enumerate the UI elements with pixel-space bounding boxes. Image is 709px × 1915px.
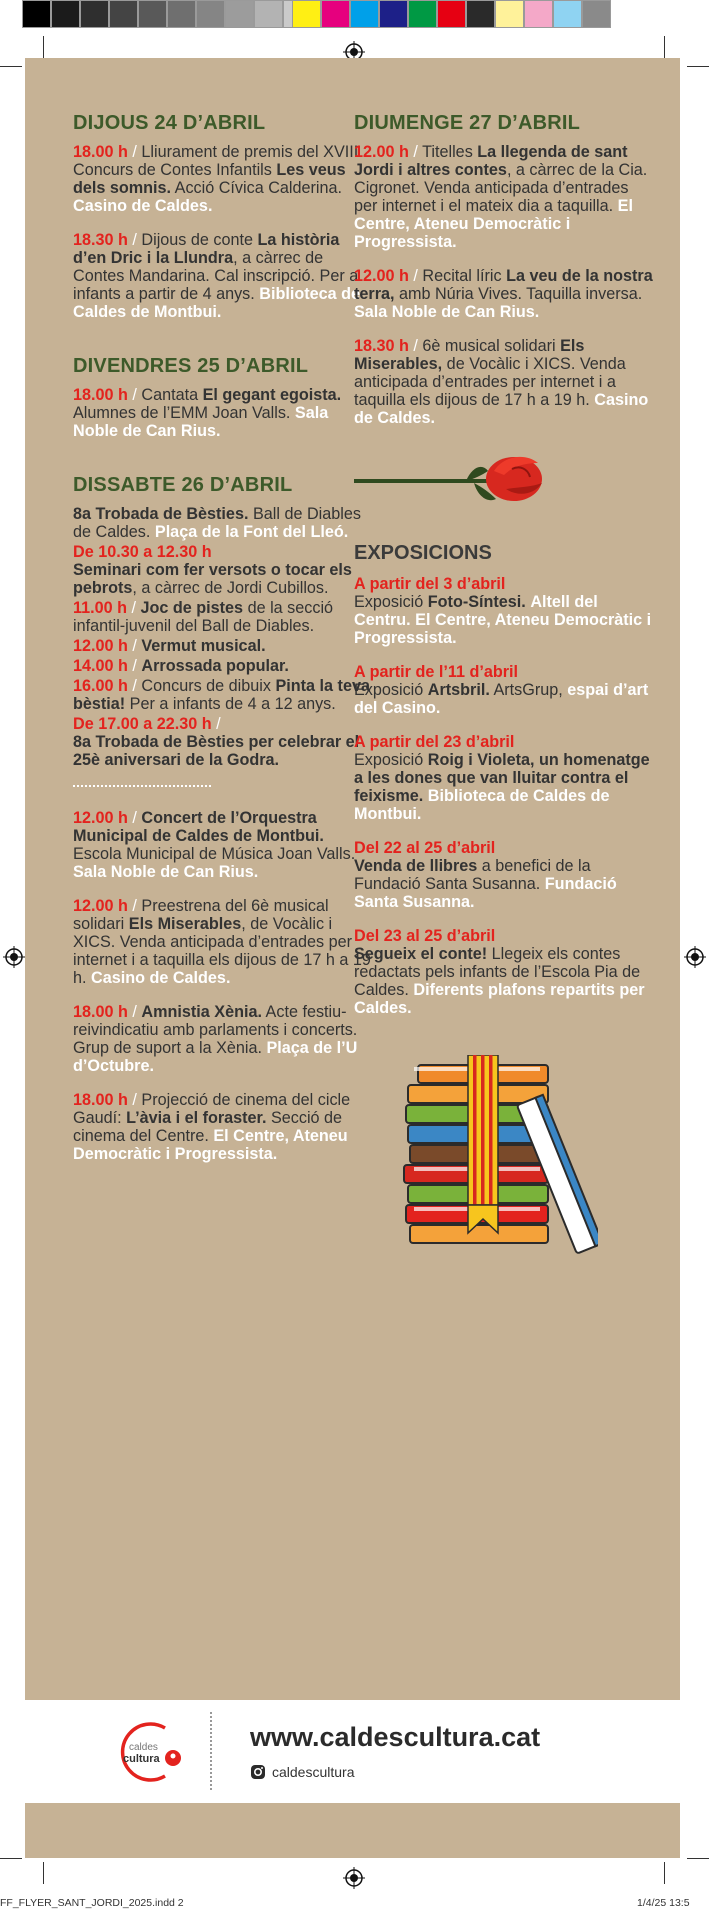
color-swatch xyxy=(196,0,225,28)
event-text: amb Núria Vives. Taquilla inversa. xyxy=(394,285,643,303)
event-title: Amnistia Xènia. xyxy=(141,1003,262,1021)
event-venue: El Centre, Ateneu Democràtic i Progressista. xyxy=(73,1127,348,1163)
slash-separator: / xyxy=(132,1003,137,1021)
event-item xyxy=(73,677,373,713)
color-swatch xyxy=(582,0,611,28)
exhibition-item xyxy=(354,663,654,717)
slash-separator: / xyxy=(132,386,137,404)
slash-separator: / xyxy=(413,143,418,161)
event-item xyxy=(73,809,373,881)
exhibition-item xyxy=(354,733,654,823)
event-item xyxy=(354,267,654,321)
event-item xyxy=(73,657,373,675)
event-text: Acte festiu-reivindicatiu amb parlaments i concerts. Grup de suport a la Xènia. xyxy=(73,1003,358,1057)
event-title: El gegant egoista. xyxy=(202,386,342,404)
saturday-block xyxy=(73,474,373,1163)
registration-mark-icon xyxy=(343,1867,365,1889)
color-swatch xyxy=(408,0,437,28)
footer xyxy=(25,1700,680,1803)
event-time: 12.00 h xyxy=(354,143,409,161)
event-text: Escola Municipal de Música Joan Valls. xyxy=(73,845,356,863)
caldes-cultura-logo xyxy=(107,1718,187,1786)
event-time: 12.00 h xyxy=(73,809,128,827)
event-title: Arrossada popular. xyxy=(141,657,289,675)
event-text: Preestrena del 6è musical solidari xyxy=(73,897,329,933)
crop-mark xyxy=(664,1862,665,1884)
color-swatch xyxy=(292,0,321,28)
event-venue: Plaça de la Font del Lleó. xyxy=(154,523,349,541)
event-text: Dijous de conte xyxy=(136,231,258,249)
book-stack-icon xyxy=(378,1055,598,1265)
slug-date: 1/4/25 13:5 xyxy=(637,1897,690,1909)
slash-separator: / xyxy=(132,809,137,827)
slash-separator: / xyxy=(132,657,137,675)
slash-separator: / xyxy=(413,267,418,285)
event-item xyxy=(73,637,373,655)
event-item xyxy=(73,599,373,635)
event-item xyxy=(73,231,373,321)
event-venue: Sala Noble de Can Rius. xyxy=(73,404,329,440)
event-time: 12.00 h xyxy=(73,637,128,655)
event-title: La veu de la nostra terra, xyxy=(354,267,653,303)
event-text: Llegeix els contes redactats pels infants de l’Escola Pia de Caldes. xyxy=(354,945,641,999)
event-time: 11.00 h xyxy=(73,599,127,617)
saturday-heading: DISSABTE 26 D’ABRIL xyxy=(73,474,293,496)
color-swatch xyxy=(437,0,466,28)
event-time: 18.00 h xyxy=(73,386,128,404)
event-text: Exposició xyxy=(354,751,428,769)
event-venue: Casino de Caldes. xyxy=(91,969,231,987)
event-venue: El Centre, Ateneu Democràtic i Progressista. xyxy=(354,197,633,251)
event-time: De 10.30 a 12.30 h xyxy=(73,543,212,561)
event-item xyxy=(73,897,373,987)
event-text: , a càrrec de la Cia. Cigronet. Venda anticipada d’entrades per internet i el mateix dia a taquilla. xyxy=(354,161,648,215)
slash-separator: / xyxy=(132,677,137,695)
color-swatch xyxy=(321,0,350,28)
event-time: 18.00 h xyxy=(73,143,128,161)
event-title: 8a Trobada de Bèsties per celebrar el 25è aniversari de la Godra. xyxy=(73,733,360,769)
slug-filename: FF_FLYER_SANT_JORDI_2025.indd 2 xyxy=(0,1897,184,1909)
event-venue: Diferents plafons repartits per Caldes. xyxy=(354,981,645,1017)
rose-icon xyxy=(354,445,554,515)
event-text: de Vocàlic i XICS. Venda anticipada d’entrades per internet i a taquilla els dijous de 17 h a 19 h. xyxy=(354,355,626,409)
color-swatch xyxy=(524,0,553,28)
event-text: Cantata xyxy=(136,386,203,404)
color-swatch xyxy=(22,0,51,28)
event-time: 18.00 h xyxy=(73,1003,128,1021)
event-text: Recital líric xyxy=(417,267,507,285)
event-item xyxy=(354,143,654,251)
event-time: De 17.00 a 22.30 h xyxy=(73,715,212,733)
event-item xyxy=(73,386,373,440)
event-title: Venda de llibres xyxy=(354,857,478,875)
event-text: , de Vocàlic i XICS. Venda anticipada d’entrades per internet i a taquilla els dijous de 17 h a 19 h. xyxy=(73,915,371,987)
event-text: ArtsGrup, xyxy=(489,681,568,699)
crop-mark xyxy=(664,36,665,58)
color-swatch xyxy=(350,0,379,28)
thursday-heading: DIJOUS 24 D’ABRIL xyxy=(73,112,266,134)
event-time: 14.00 h xyxy=(73,657,128,675)
event-text: Lliurament de premis del XVIII Concurs de Contes Infantils xyxy=(73,143,359,179)
dotted-divider xyxy=(73,785,211,787)
event-text: de la secció infantil-juvenil del Ball de Diables. xyxy=(73,599,334,635)
instagram-label: caldescultura xyxy=(272,1764,355,1780)
event-text: Per a infants de 4 a 12 anys. xyxy=(125,695,336,713)
exhibition-item xyxy=(354,575,654,647)
event-title: La llegenda de sant Jordi i altres contes xyxy=(354,143,628,179)
slash-separator: / xyxy=(132,143,137,161)
event-title: 8a Trobada de Bèsties. xyxy=(73,505,249,523)
event-venue: Casino de Caldes. xyxy=(73,197,213,215)
exhibition-date: Del 23 al 25 d’abril xyxy=(354,927,496,945)
event-venue: Altell del Centru. El Centre, Ateneu Democràtic i Progressista. xyxy=(354,593,652,647)
logo-text-bottom: cultura xyxy=(123,1753,160,1765)
slash-separator: / xyxy=(132,1091,137,1109)
color-swatch xyxy=(379,0,408,28)
event-item xyxy=(73,143,373,215)
color-swatch xyxy=(109,0,138,28)
event-time: 12.00 h xyxy=(354,267,409,285)
logo-text-top: caldes xyxy=(129,1742,158,1753)
event-title: Artsbril. xyxy=(427,681,490,699)
event-text: Exposició xyxy=(354,681,428,699)
color-swatch xyxy=(51,0,80,28)
event-item xyxy=(354,337,654,427)
event-venue: Biblioteca de Caldes de Montbui. xyxy=(73,285,361,321)
friday-block xyxy=(73,355,373,440)
event-time: 16.00 h xyxy=(73,677,128,695)
event-venue: espai d’art del Casino. xyxy=(354,681,649,717)
process-color-bar xyxy=(292,0,611,30)
event-title: Vermut musical. xyxy=(141,637,266,655)
crop-mark xyxy=(0,66,22,67)
event-text: 6è musical solidari xyxy=(417,337,561,355)
event-text: a benefici de la Fundació Santa Susanna. xyxy=(354,857,591,893)
event-text: Alumnes de l’EMM Joan Valls. xyxy=(73,404,295,422)
event-text: Secció de cinema del Centre. xyxy=(73,1109,343,1145)
color-swatch xyxy=(254,0,283,28)
exhibition-date: A partir de l’11 d’abril xyxy=(354,663,519,681)
exhibition-date: A partir del 3 d’abril xyxy=(354,575,506,593)
color-swatch xyxy=(138,0,167,28)
slash-separator: / xyxy=(131,599,136,617)
instagram-handle[interactable] xyxy=(250,1764,355,1780)
color-swatch xyxy=(466,0,495,28)
exhibition-date: A partir del 23 d’abril xyxy=(354,733,515,751)
event-venue: Fundació Santa Susanna. xyxy=(354,875,617,911)
event-text: , a càrrec de Contes Mandarina. Cal inscripció. Per a infants a partir de 4 anys. xyxy=(73,249,359,303)
crop-mark xyxy=(687,1858,709,1859)
event-title: Foto-Síntesi. xyxy=(427,593,526,611)
exhibition-item xyxy=(354,839,654,911)
event-time: 12.00 h xyxy=(73,897,128,915)
event-text: Titelles xyxy=(417,143,478,161)
event-title: Els Miserables, xyxy=(354,337,585,373)
left-column xyxy=(73,112,373,1179)
event-text: , a càrrec de Jordi Cubillos. xyxy=(132,579,329,597)
event-time: 18.30 h xyxy=(73,231,128,249)
event-title: Les veus dels somnis. xyxy=(73,161,346,197)
instagram-icon xyxy=(250,1764,266,1780)
friday-heading: DIVENDRES 25 D’ABRIL xyxy=(73,355,309,377)
website-url[interactable]: www.caldescultura.cat xyxy=(250,1722,541,1752)
color-swatch xyxy=(225,0,254,28)
event-item xyxy=(73,1091,373,1163)
event-time: 18.30 h xyxy=(354,337,409,355)
exhibition-item xyxy=(354,927,654,1017)
event-text: Ball de Diables de Caldes. xyxy=(73,505,361,541)
color-swatch xyxy=(80,0,109,28)
exhibitions-block xyxy=(354,542,654,1017)
exhibitions-heading: EXPOSICIONS xyxy=(354,542,492,564)
event-venue: Sala Noble de Can Rius. xyxy=(354,303,540,321)
event-item xyxy=(73,1003,373,1075)
event-text: Concurs de dibuix xyxy=(136,677,276,695)
slash-separator: / xyxy=(132,637,137,655)
event-title: Pinta la teva bèstia! xyxy=(73,677,370,713)
crop-mark xyxy=(687,66,709,67)
event-venue: Plaça de l’U d’Octubre. xyxy=(73,1039,358,1075)
event-text: Acció Cívica Calderina. xyxy=(171,179,343,197)
crop-mark xyxy=(43,36,44,58)
registration-mark-icon xyxy=(684,946,706,968)
event-title: Roig i Violeta, un homenatge a les dones que van lluitar contra el feixisme. xyxy=(354,751,650,805)
event-title: La història d’en Dric i la Llundra xyxy=(73,231,340,267)
color-swatch xyxy=(553,0,582,28)
event-text: Exposició xyxy=(354,593,428,611)
event-title: Seminari com fer versots o tocar els pebrots xyxy=(73,561,352,597)
crop-mark xyxy=(43,1862,44,1884)
event-title: Joc de pistes xyxy=(140,599,244,617)
event-title: L’àvia i el foraster. xyxy=(126,1109,267,1127)
event-item xyxy=(73,715,373,769)
event-item xyxy=(73,505,373,541)
registration-mark-icon xyxy=(3,946,25,968)
right-column xyxy=(354,112,654,1270)
slash-separator: / xyxy=(132,231,137,249)
event-venue: Biblioteca de Caldes de Montbui. xyxy=(354,787,610,823)
color-swatch xyxy=(167,0,196,28)
exhibition-date: Del 22 al 25 d’abril xyxy=(354,839,496,857)
event-title: Concert de l’Orquestra Municipal de Caldes de Montbui. xyxy=(73,809,324,845)
event-title: Segueix el conte! xyxy=(354,945,488,963)
event-text: Projecció de cinema del cicle Gaudí: xyxy=(73,1091,351,1127)
slash-separator: / xyxy=(216,715,221,733)
event-venue: Casino de Caldes. xyxy=(354,391,649,427)
crop-mark xyxy=(0,1858,22,1859)
color-swatch xyxy=(495,0,524,28)
slash-separator: / xyxy=(413,337,418,355)
event-venue: Sala Noble de Can Rius. xyxy=(73,863,259,881)
slash-separator: / xyxy=(132,897,137,915)
sunday-block xyxy=(354,112,654,427)
footer-separator xyxy=(210,1712,212,1790)
thursday-block xyxy=(73,112,373,321)
event-title: Els Miserables xyxy=(128,915,242,933)
sunday-heading: DIUMENGE 27 D’ABRIL xyxy=(354,112,581,134)
event-time: 18.00 h xyxy=(73,1091,128,1109)
event-item xyxy=(73,543,373,597)
